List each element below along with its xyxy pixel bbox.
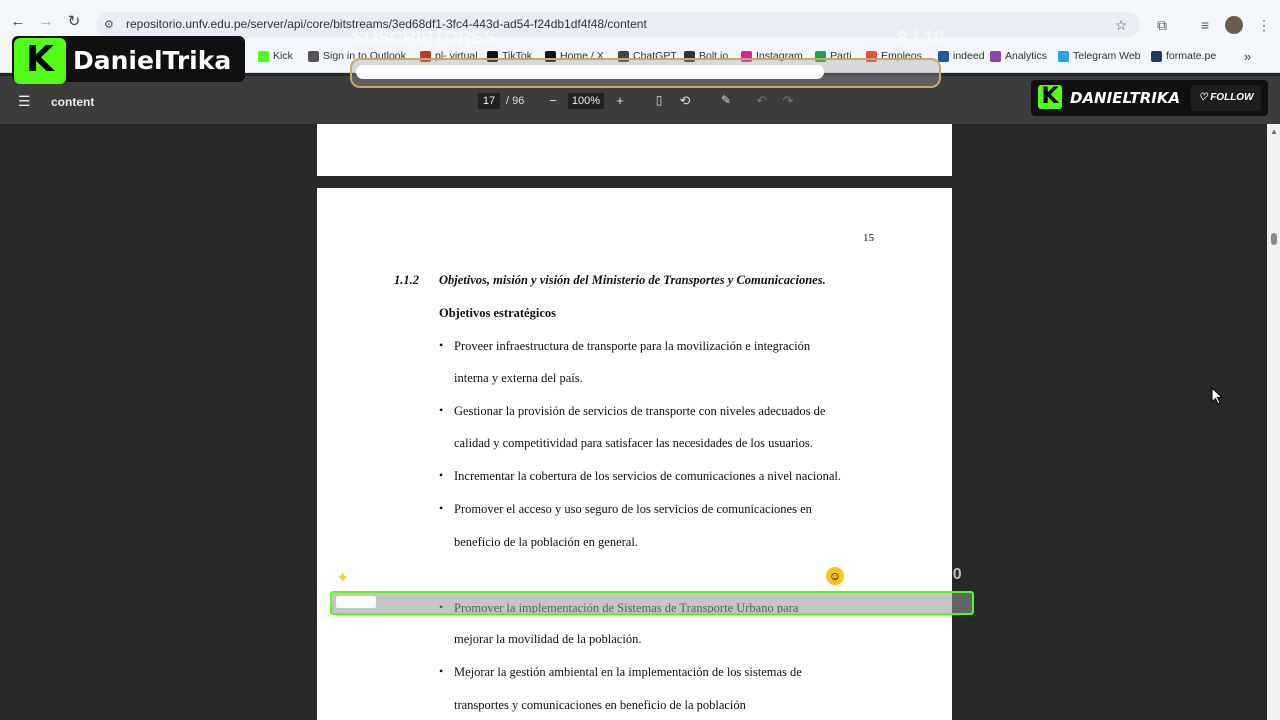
site-info-icon[interactable]: ⚙	[104, 19, 114, 31]
redo-icon[interactable]: ↷	[782, 93, 794, 108]
bookmark-item[interactable]	[938, 50, 985, 62]
follow-button[interactable]	[1191, 85, 1261, 111]
annotate-icon[interactable]: ✎	[720, 93, 732, 107]
bookmark-item[interactable]	[258, 50, 293, 62]
forward-arrow-icon[interactable]: →	[38, 13, 54, 30]
zoom-in-icon[interactable]: +	[616, 93, 624, 108]
hamburger-menu-icon[interactable]: ☰	[18, 93, 31, 109]
scroll-up-icon[interactable]: ▲	[1270, 127, 1278, 136]
subs-goal-label: SUSCRIPTORES	[352, 28, 496, 49]
back-arrow-icon[interactable]: ←	[10, 13, 26, 30]
subs-goal-fill	[356, 65, 824, 79]
url-text[interactable]: repositorio.unfv.edu.pe/server/api/core/bitstreams/3ed68df1-3fc4-443d-ad54-f24db1df4f48/content	[126, 17, 647, 31]
bullet: •	[439, 468, 444, 482]
bookmark-label: Parti	[830, 50, 852, 62]
scrollbar[interactable]	[1267, 124, 1280, 720]
kick-goal-count: 124 / 2000	[886, 566, 962, 583]
bookmark-label: indeed	[953, 50, 985, 62]
text-line: Incrementar la cobertura de los servicios de comunicaciones a nivel nacional.	[454, 469, 841, 483]
text-line: mejorar la movilidad de la población.	[454, 632, 642, 646]
bookmark-label: Bolt.io	[699, 50, 729, 62]
bookmark-item[interactable]	[1151, 50, 1216, 62]
follow-streamer-name: DANIELTRIKA	[1070, 89, 1181, 107]
bookmark-label: Instagram	[756, 50, 803, 62]
kick-logo-glyph: K	[26, 39, 54, 80]
rotate-icon[interactable]: ⟲	[679, 93, 691, 108]
mouse-cursor-icon	[1211, 387, 1223, 405]
bookmarks-overflow-icon[interactable]: »	[1244, 49, 1252, 64]
printed-page-number: 15	[863, 232, 874, 244]
undo-icon[interactable]: ↶	[756, 93, 768, 108]
pdf-title: content	[51, 95, 95, 109]
subs-goal-count: 8 / 10	[897, 28, 945, 49]
bookmark-label: formate.pe	[1166, 50, 1217, 62]
bookmark-favicon-icon	[938, 51, 949, 62]
extensions-icon[interactable]: ⧉	[1157, 17, 1167, 33]
media-icon[interactable]: ≡	[1200, 17, 1210, 33]
avatar[interactable]	[1225, 16, 1243, 34]
fit-page-icon[interactable]: ▯	[655, 93, 663, 107]
section-number: 1.1.2	[394, 273, 419, 287]
bookmark-favicon-icon	[1151, 51, 1162, 62]
bookmark-label: TikTok	[502, 50, 532, 62]
text-line: beneficio de la población en general.	[454, 535, 638, 549]
bullet: •	[439, 664, 444, 678]
bookmark-star-icon[interactable]: ☆	[1114, 17, 1128, 33]
text-line: Gestionar la provisión de servicios de transporte con niveles adecuados de	[454, 404, 826, 418]
text-line: Mejorar la gestión ambiental en la implementación de los sistemas de	[454, 665, 802, 679]
bookmark-label: ChatGPT	[633, 50, 677, 62]
bookmark-favicon-icon	[1058, 51, 1069, 62]
reload-icon[interactable]: ↻	[67, 13, 81, 30]
page-total: / 96	[506, 95, 525, 107]
text-line: Promover el acceso y uso seguro de los servicios de comunicaciones en	[454, 502, 812, 516]
bookmark-label: Empleos	[881, 50, 922, 62]
bookmark-item[interactable]	[1058, 50, 1141, 62]
bookmark-label: Analytics	[1005, 50, 1048, 62]
follow-label: FOLLOW	[1210, 92, 1254, 103]
streamer-name: DanielTrika	[73, 46, 232, 75]
bookmark-item[interactable]	[990, 50, 1047, 62]
kick-goal-bar	[330, 591, 974, 615]
pdf-page-previous	[317, 124, 952, 176]
scroll-thumb[interactable]	[1271, 233, 1277, 245]
heart-icon: ♡	[1198, 92, 1208, 103]
bookmark-label: pl- virtual	[435, 50, 478, 62]
bookmark-label: Telegram Web	[1073, 50, 1141, 62]
sparkle-icon: ✦	[336, 570, 350, 587]
subheading: Objetivos estratégicos	[439, 306, 556, 320]
text-line: calidad y competitividad para satisfacer las necesidades de los usuarios.	[454, 436, 813, 450]
bookmark-favicon-icon	[990, 51, 1001, 62]
kick-goal-fill	[336, 596, 376, 608]
bookmark-favicon-icon	[308, 51, 319, 62]
bookmark-favicon-icon	[258, 51, 269, 62]
text-line: transportes y comunicaciones en beneficio de la población	[454, 698, 746, 712]
bullet: •	[439, 501, 444, 515]
smirk-emoji-icon: ☺	[826, 567, 844, 585]
text-line: interna y externa del país.	[454, 371, 583, 385]
more-menu-icon[interactable]: ⋮	[1257, 17, 1271, 33]
kick-logo-icon: K	[1038, 85, 1062, 109]
section-heading: Objetivos, misión y visión del Ministerio de Transportes y Comunicaciones.	[439, 273, 826, 287]
bullet: •	[439, 403, 444, 417]
zoom-out-icon[interactable]: −	[549, 93, 557, 108]
kick-goal-text: "IF YOU SEND ME KICKS, I'LL THINK ABOUT YOU ALL DAY"	[360, 566, 821, 583]
bookmark-label: Kick	[273, 50, 293, 62]
page-number-input[interactable]: 17	[478, 93, 500, 109]
bookmark-label: Home / X	[560, 50, 604, 62]
bullet: •	[439, 338, 444, 352]
zoom-input[interactable]: 100%	[568, 93, 604, 109]
bookmark-label: Sign in to Outlook	[323, 50, 406, 62]
text-line: Proveer infraestructura de transporte para la movilización e integración	[454, 339, 811, 353]
